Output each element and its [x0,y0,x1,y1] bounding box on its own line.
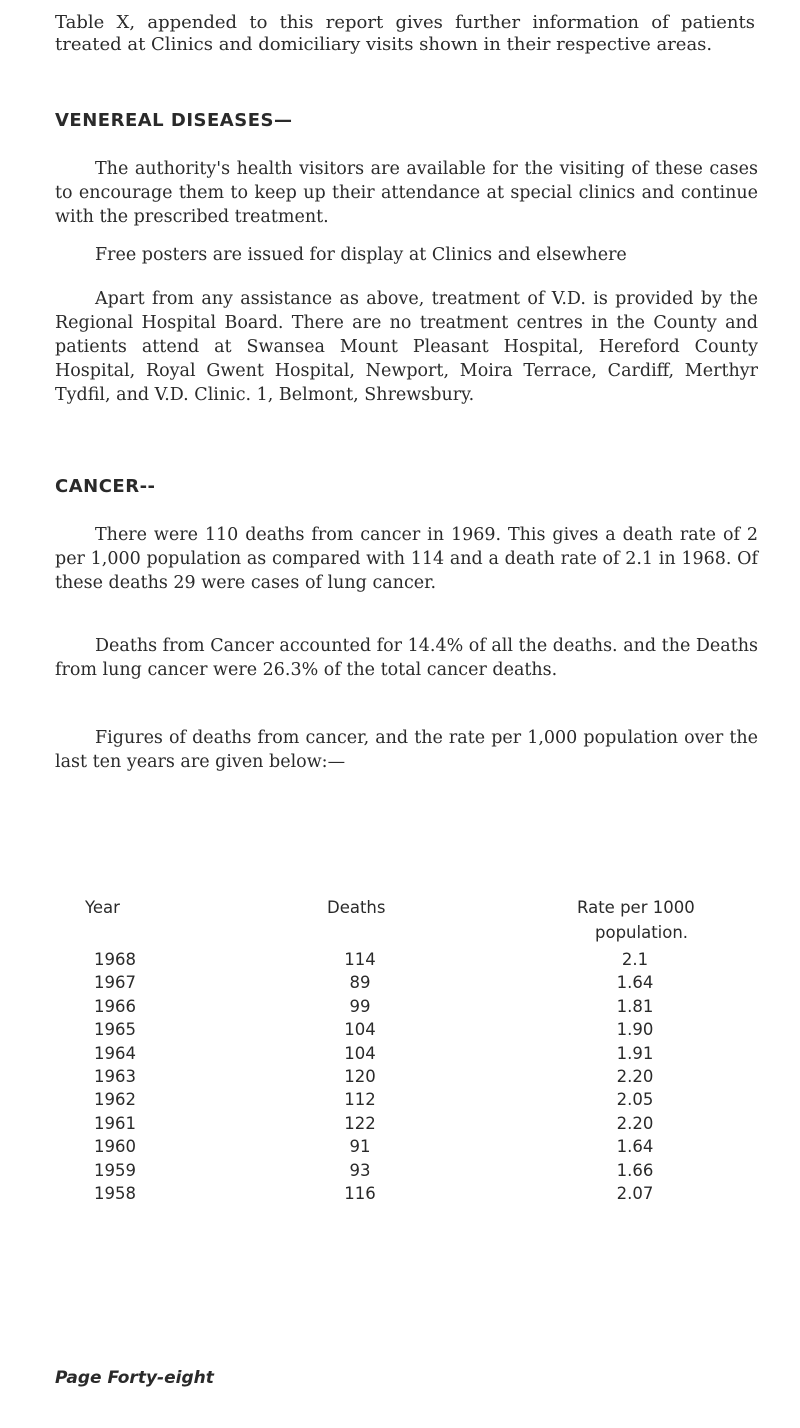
cell-deaths: 89 [349,973,371,993]
table-row [55,973,758,996]
cell-rate: 1.64 [616,973,654,993]
cell-year: 1964 [94,1043,136,1063]
table-row [55,950,758,973]
header-rate: Rate per 1000 [577,898,695,917]
cell-year: 1967 [94,973,136,993]
table-row [55,1114,758,1137]
cell-year: 1965 [94,1020,136,1040]
page-number: Page Forty-eight [55,1368,214,1388]
cell-year: 1960 [94,1137,136,1157]
cell-rate: 1.91 [616,1043,654,1063]
cell-rate: 2.07 [616,1183,654,1203]
cell-deaths: 91 [349,1137,371,1157]
intro-paragraph: Table X, appended to this report gives further information of patients treated at Clinics and domiciliary visits shown in their respective areas. [55,12,755,55]
cell-rate: 1.90 [616,1020,654,1040]
cancer-deaths-table [55,898,758,1207]
header-rate-population: population. [595,923,689,942]
cell-deaths: 114 [344,950,376,969]
cell-year: 1958 [94,1183,136,1203]
cell-rate: 2.05 [616,1090,654,1110]
table-row [55,1137,758,1160]
cell-rate: 1.66 [616,1160,654,1180]
cell-deaths: 93 [349,1160,371,1180]
header-year: Year [85,898,120,917]
cell-rate: 2.1 [621,950,649,969]
cell-deaths: 104 [344,1043,376,1063]
table-row [55,997,758,1020]
cell-year: 1959 [94,1160,136,1180]
cell-year: 1966 [94,996,136,1016]
cell-year: 1968 [94,950,136,969]
table-header [55,898,758,950]
cell-year: 1961 [94,1113,136,1133]
table-row [55,1020,758,1043]
vd-paragraph-visitors: The authority's health visitors are available for the visiting of these cases to encourage them to keep up their attendance at special clinics and continue with the prescribed treatment. [55,159,758,227]
vd-paragraph-treatment: Apart from any assistance as above, treatment of V.D. is provided by the Regional Hospital Board. There are no treatment centres in the County and patients attend at Swansea Mount Pleasant Hospital, Hereford County Hospital, Royal Gwent Hospital, Newport, Moira Terrace, Cardiff, Merthyr Tydfil, and V.D. Clinic. 1, Belmont, Shrewsbury. [55,289,758,405]
table-row [55,1044,758,1067]
cancer-heading: CANCER-- [55,476,156,497]
cell-rate: 1.81 [616,996,654,1016]
cell-deaths: 122 [344,1113,376,1133]
cell-deaths: 120 [344,1066,376,1086]
table-row [55,1067,758,1090]
vd-paragraph-posters: Free posters are issued for display at Clinics and elsewhere [95,245,627,265]
cell-deaths: 112 [344,1090,376,1110]
table-row [55,1161,758,1184]
cell-deaths: 99 [349,996,371,1016]
table-row [55,1184,758,1207]
header-deaths: Deaths [327,898,386,917]
cell-year: 1963 [94,1066,136,1086]
cancer-paragraph-percent: Deaths from Cancer accounted for 14.4% of all the deaths. and the Deaths from lung cancer were 26.3% of the total cancer deaths. [55,636,758,680]
cancer-paragraph-deaths: There were 110 deaths from cancer in 1969. This gives a death rate of 2 per 1,000 population as compared with 114 and a death rate of 2.1 in 1968. Of these deaths 29 were cases of lung cancer. [55,525,758,593]
cell-rate: 2.20 [616,1066,654,1086]
venereal-diseases-heading: VENEREAL DISEASES— [55,110,293,131]
cell-deaths: 116 [344,1183,376,1203]
cancer-paragraph-figures: Figures of deaths from cancer, and the rate per 1,000 population over the last ten years are given below:— [55,728,758,772]
table-body [55,950,758,1207]
cell-rate: 2.20 [616,1113,654,1133]
cell-deaths: 104 [344,1020,376,1040]
table-row [55,1090,758,1113]
cell-rate: 1.64 [616,1137,654,1157]
cell-year: 1962 [94,1090,136,1110]
